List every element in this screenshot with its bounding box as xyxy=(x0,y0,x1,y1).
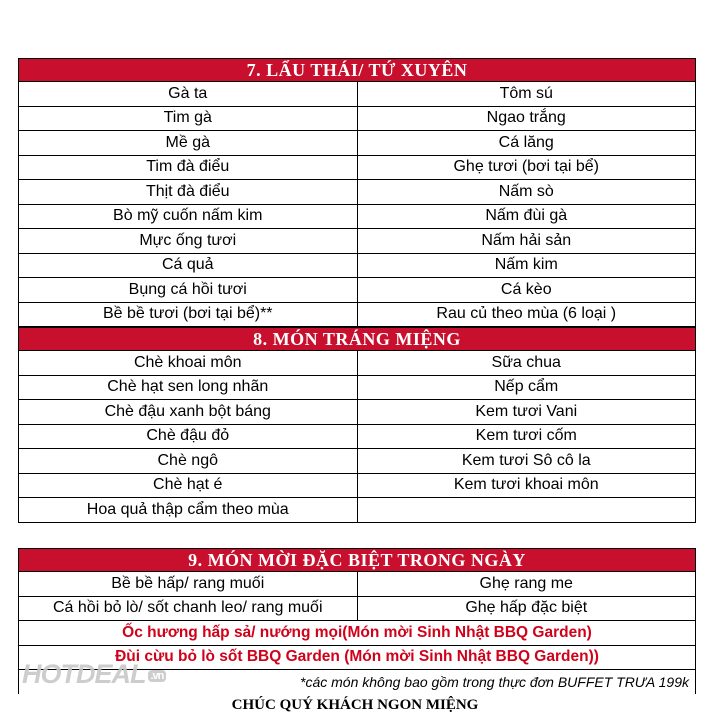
menu-item: Bề bề hấp/ rang muối xyxy=(19,572,358,597)
section-9-title: 9. MÓN MỜI ĐẶC BIỆT TRONG NGÀY xyxy=(19,549,696,572)
table-row xyxy=(19,351,696,376)
menu-item: Ghẹ rang me xyxy=(357,572,696,597)
menu-item: Nấm hải sản xyxy=(357,229,696,254)
menu-item: Kem tươi khoai môn xyxy=(357,473,696,498)
menu-item: Cá kèo xyxy=(357,278,696,303)
menu-item: Chè hạt é xyxy=(19,473,358,498)
table-row xyxy=(19,180,696,205)
menu-item xyxy=(357,498,696,523)
table-row xyxy=(19,82,696,107)
table-row xyxy=(19,400,696,425)
table-row xyxy=(19,106,696,131)
menu-item: Rau củ theo mùa (6 loại ) xyxy=(357,302,696,327)
menu-item: Kem tươi Vani xyxy=(357,400,696,425)
menu-item: Ghẹ tươi (bơi tại bể) xyxy=(357,155,696,180)
hotpot-section-table xyxy=(18,58,696,327)
menu-item: Hoa quả thập cẩm theo mùa xyxy=(19,498,358,523)
watermark-badge: .vn xyxy=(148,670,167,682)
birthday-special-item: Ốc hương hấp sả/ nướng mọi(Món mời Sinh Nhật BBQ Garden) xyxy=(19,621,696,646)
menu-item: Tim gà xyxy=(19,106,358,131)
menu-item: Bụng cá hồi tươi xyxy=(19,278,358,303)
menu-item: Nếp cẩm xyxy=(357,375,696,400)
menu-item: Chè hạt sen long nhãn xyxy=(19,375,358,400)
exclusion-note: *các món không bao gồm trong thực đơn BUFFET TRƯA 199k xyxy=(19,670,696,694)
hotdeal-watermark-logo xyxy=(22,659,166,690)
menu-item: Nấm sò xyxy=(357,180,696,205)
menu-item: Mề gà xyxy=(19,131,358,156)
menu-item: Sữa chua xyxy=(357,351,696,376)
menu-item: Gà ta xyxy=(19,82,358,107)
table-row xyxy=(19,302,696,327)
table-row xyxy=(19,449,696,474)
table-row xyxy=(19,253,696,278)
menu-item: Ghẹ hấp đặc biệt xyxy=(357,596,696,621)
watermark-text: HOTDEAL xyxy=(22,659,146,689)
menu-item: Bò mỹ cuốn nấm kim xyxy=(19,204,358,229)
table-row xyxy=(19,572,696,597)
menu-item: Cá quả xyxy=(19,253,358,278)
menu-item: Bề bề tươi (bơi tại bể)** xyxy=(19,302,358,327)
table-row xyxy=(19,498,696,523)
section-8-title: 8. MÓN TRÁNG MIỆNG xyxy=(19,328,696,351)
table-row xyxy=(19,621,696,646)
table-row xyxy=(19,424,696,449)
menu-item: Thịt đà điểu xyxy=(19,180,358,205)
menu-item: Nấm kim xyxy=(357,253,696,278)
menu-item: Tôm sú xyxy=(357,82,696,107)
menu-item: Ngao trắng xyxy=(357,106,696,131)
menu-item: Chè ngô xyxy=(19,449,358,474)
table-row xyxy=(19,278,696,303)
table-row xyxy=(19,131,696,156)
menu-item: Chè khoai môn xyxy=(19,351,358,376)
birthday-special-item: Đùi cừu bỏ lò sốt BBQ Garden (Món mời Sinh Nhật BBQ Garden)) xyxy=(19,645,696,670)
table-row xyxy=(19,204,696,229)
menu-item: Chè đậu xanh bột báng xyxy=(19,400,358,425)
menu-item: Kem tươi Sô cô la xyxy=(357,449,696,474)
table-row xyxy=(19,473,696,498)
menu-item: Kem tươi cốm xyxy=(357,424,696,449)
table-row xyxy=(19,229,696,254)
section-7-title: 7. LẨU THÁI/ TỨ XUYÊN xyxy=(19,59,696,82)
menu-item: Cá lăng xyxy=(357,131,696,156)
table-row xyxy=(19,375,696,400)
menu-item: Tim đà điểu xyxy=(19,155,358,180)
table-row xyxy=(19,155,696,180)
menu-item: Cá hồi bỏ lò/ sốt chanh leo/ rang muối xyxy=(19,596,358,621)
dessert-section-table xyxy=(18,327,696,523)
footer-message: CHÚC QUÝ KHÁCH NGON MIỆNG xyxy=(231,697,479,713)
menu-item: Chè đậu đỏ xyxy=(19,424,358,449)
menu-item: Nấm đùi gà xyxy=(357,204,696,229)
menu-item: Mực ống tươi xyxy=(19,229,358,254)
table-row xyxy=(19,596,696,621)
